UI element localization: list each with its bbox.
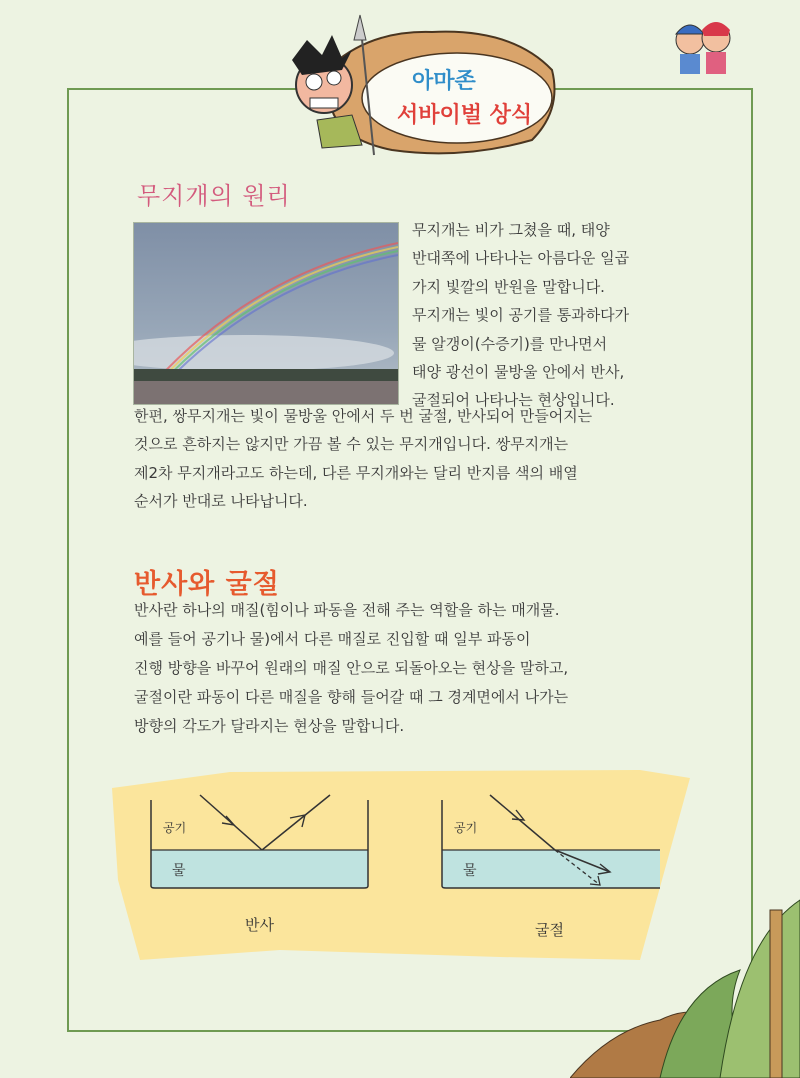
text-line: 진행 방향을 바꾸어 원래의 매질 안으로 되돌아오는 현상을 말하고, bbox=[134, 659, 569, 677]
section1-side-text bbox=[412, 216, 629, 415]
jungle-foliage-illustration bbox=[570, 880, 800, 1078]
characters-illustration bbox=[668, 10, 738, 80]
water-label-right: 물 bbox=[463, 863, 477, 879]
text-line: 무지개는 비가 그쳤을 때, 태양 bbox=[412, 221, 610, 239]
text-line: 반대쪽에 나타나는 아름다운 일곱 bbox=[412, 249, 630, 268]
water-label-left: 물 bbox=[172, 863, 186, 879]
text-line: 태양 광선이 물방울 안에서 반사, bbox=[412, 362, 625, 381]
text-line: 순서가 반대로 나타납니다. bbox=[134, 492, 308, 511]
banner-line2: 서바이벌 상식 bbox=[397, 103, 533, 128]
text-line: 예를 들어 공기나 물)에서 다른 매질로 진입할 때 일부 파동이 bbox=[134, 630, 531, 648]
text-line: 방향의 각도가 달라지는 현상을 말합니다. bbox=[134, 717, 405, 735]
rainbow-photo bbox=[133, 222, 399, 405]
text-line: 굴절되어 나타나는 현상입니다. bbox=[412, 391, 615, 410]
text-line: 반사란 하나의 매질(힘이나 파동을 전해 주는 역할을 하는 매개물. bbox=[134, 601, 560, 619]
text-line: 굴절이란 파동이 다른 매질을 향해 들어갈 때 그 경계면에서 나가는 bbox=[134, 688, 569, 706]
section1-full-text bbox=[134, 402, 592, 516]
text-line: 한편, 쌍무지개는 빛이 물방울 안에서 두 번 굴절, 반사되어 만들어지는 bbox=[134, 407, 593, 425]
banner-illustration bbox=[262, 10, 562, 160]
text-line: 물 알갱이(수증기)를 만나면서 bbox=[412, 334, 608, 353]
text-line: 제2차 무지개라고도 하는데, 다른 무지개와는 달리 반지름 색의 배열 bbox=[134, 463, 578, 482]
banner-line1: 아마존 bbox=[412, 69, 476, 94]
air-label-right: 공기 bbox=[454, 821, 478, 835]
reflection-caption: 반사 bbox=[245, 916, 274, 934]
text-line: 가지 빛깔의 반원을 말합니다. bbox=[412, 277, 605, 296]
text-line: 무지개는 빛이 공기를 통과하다가 bbox=[412, 306, 630, 325]
section2-text bbox=[134, 596, 568, 741]
air-label-left: 공기 bbox=[163, 821, 187, 835]
section2-title: 반사와 굴절 bbox=[134, 569, 280, 600]
section1-title: 무지개의 원리 bbox=[137, 182, 291, 210]
text-line: 것으로 흔하지는 않지만 가끔 볼 수 있는 무지개입니다. 쌍무지개는 bbox=[134, 435, 569, 454]
refraction-caption: 굴절 bbox=[535, 921, 564, 939]
